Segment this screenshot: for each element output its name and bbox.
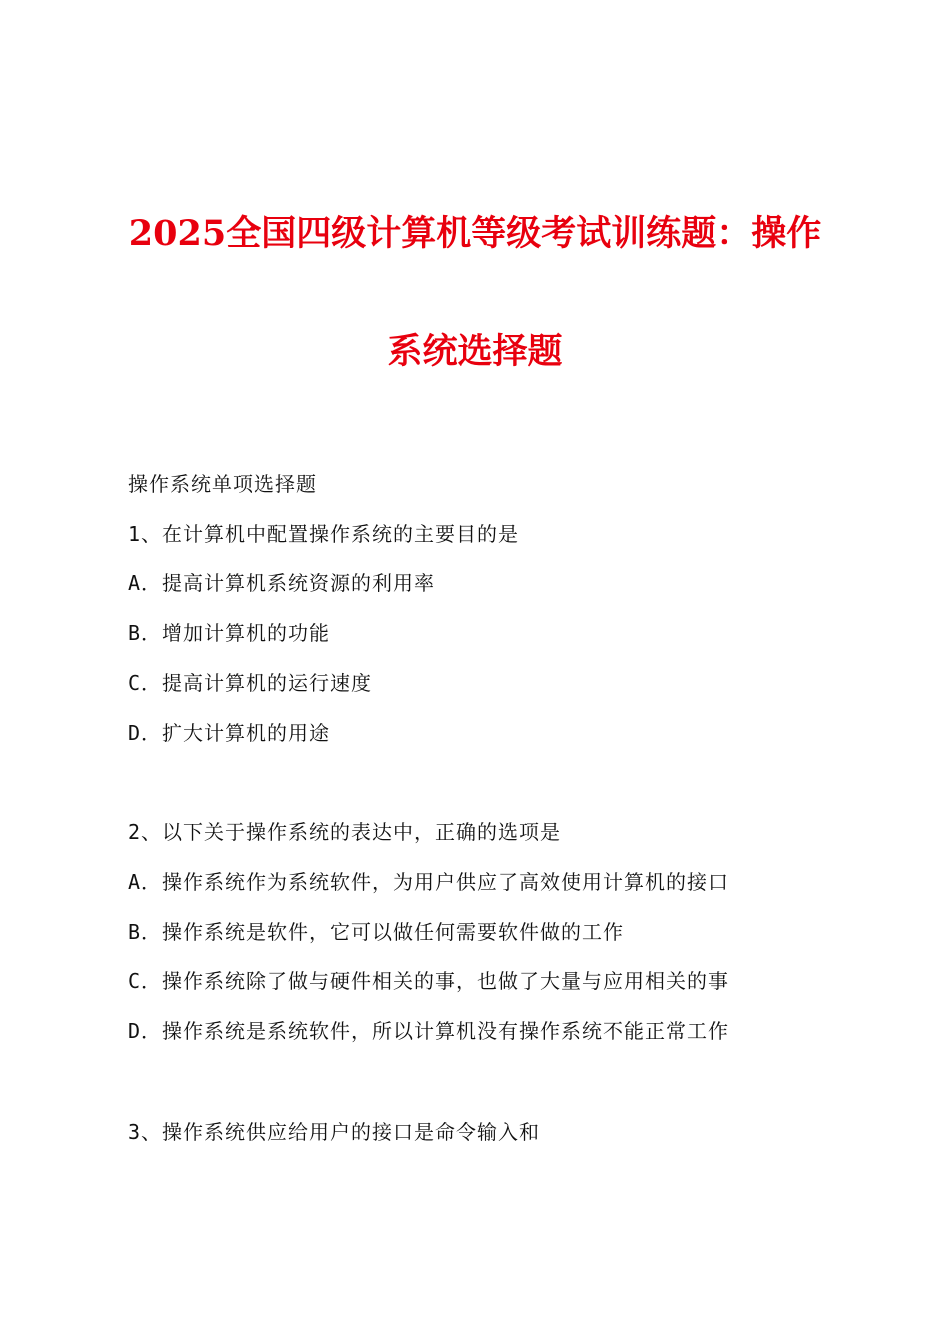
question-1-stem: 1、在计算机中配置操作系统的主要目的是 [128, 522, 520, 546]
question-2-option-d: D．操作系统是系统软件，所以计算机没有操作系统不能正常工作 [128, 1019, 730, 1043]
question-2-stem: 2、以下关于操作系统的表达中，正确的选项是 [128, 820, 562, 844]
document-title-line-2: 系统选择题 [387, 331, 563, 372]
question-1-option-a: A．提高计算机系统资源的利用率 [128, 571, 436, 595]
question-1-option-c: C．提高计算机的运行速度 [128, 671, 373, 695]
section-heading: 操作系统单项选择题 [128, 472, 317, 496]
question-3-stem: 3、操作系统供应给用户的接口是命令输入和 [128, 1120, 541, 1144]
question-2-option-b: B．操作系统是软件，它可以做任何需要软件做的工作 [128, 920, 625, 944]
question-2-option-c: C．操作系统除了做与硬件相关的事，也做了大量与应用相关的事 [128, 969, 730, 993]
question-2-option-a: A．操作系统作为系统软件，为用户供应了高效使用计算机的接口 [128, 870, 730, 894]
question-1-option-b: B．增加计算机的功能 [128, 621, 331, 645]
question-1-option-d: D．扩大计算机的用途 [128, 721, 331, 745]
document-title-line-1: 2025全国四级计算机等级考试训练题：操作 [128, 213, 822, 254]
